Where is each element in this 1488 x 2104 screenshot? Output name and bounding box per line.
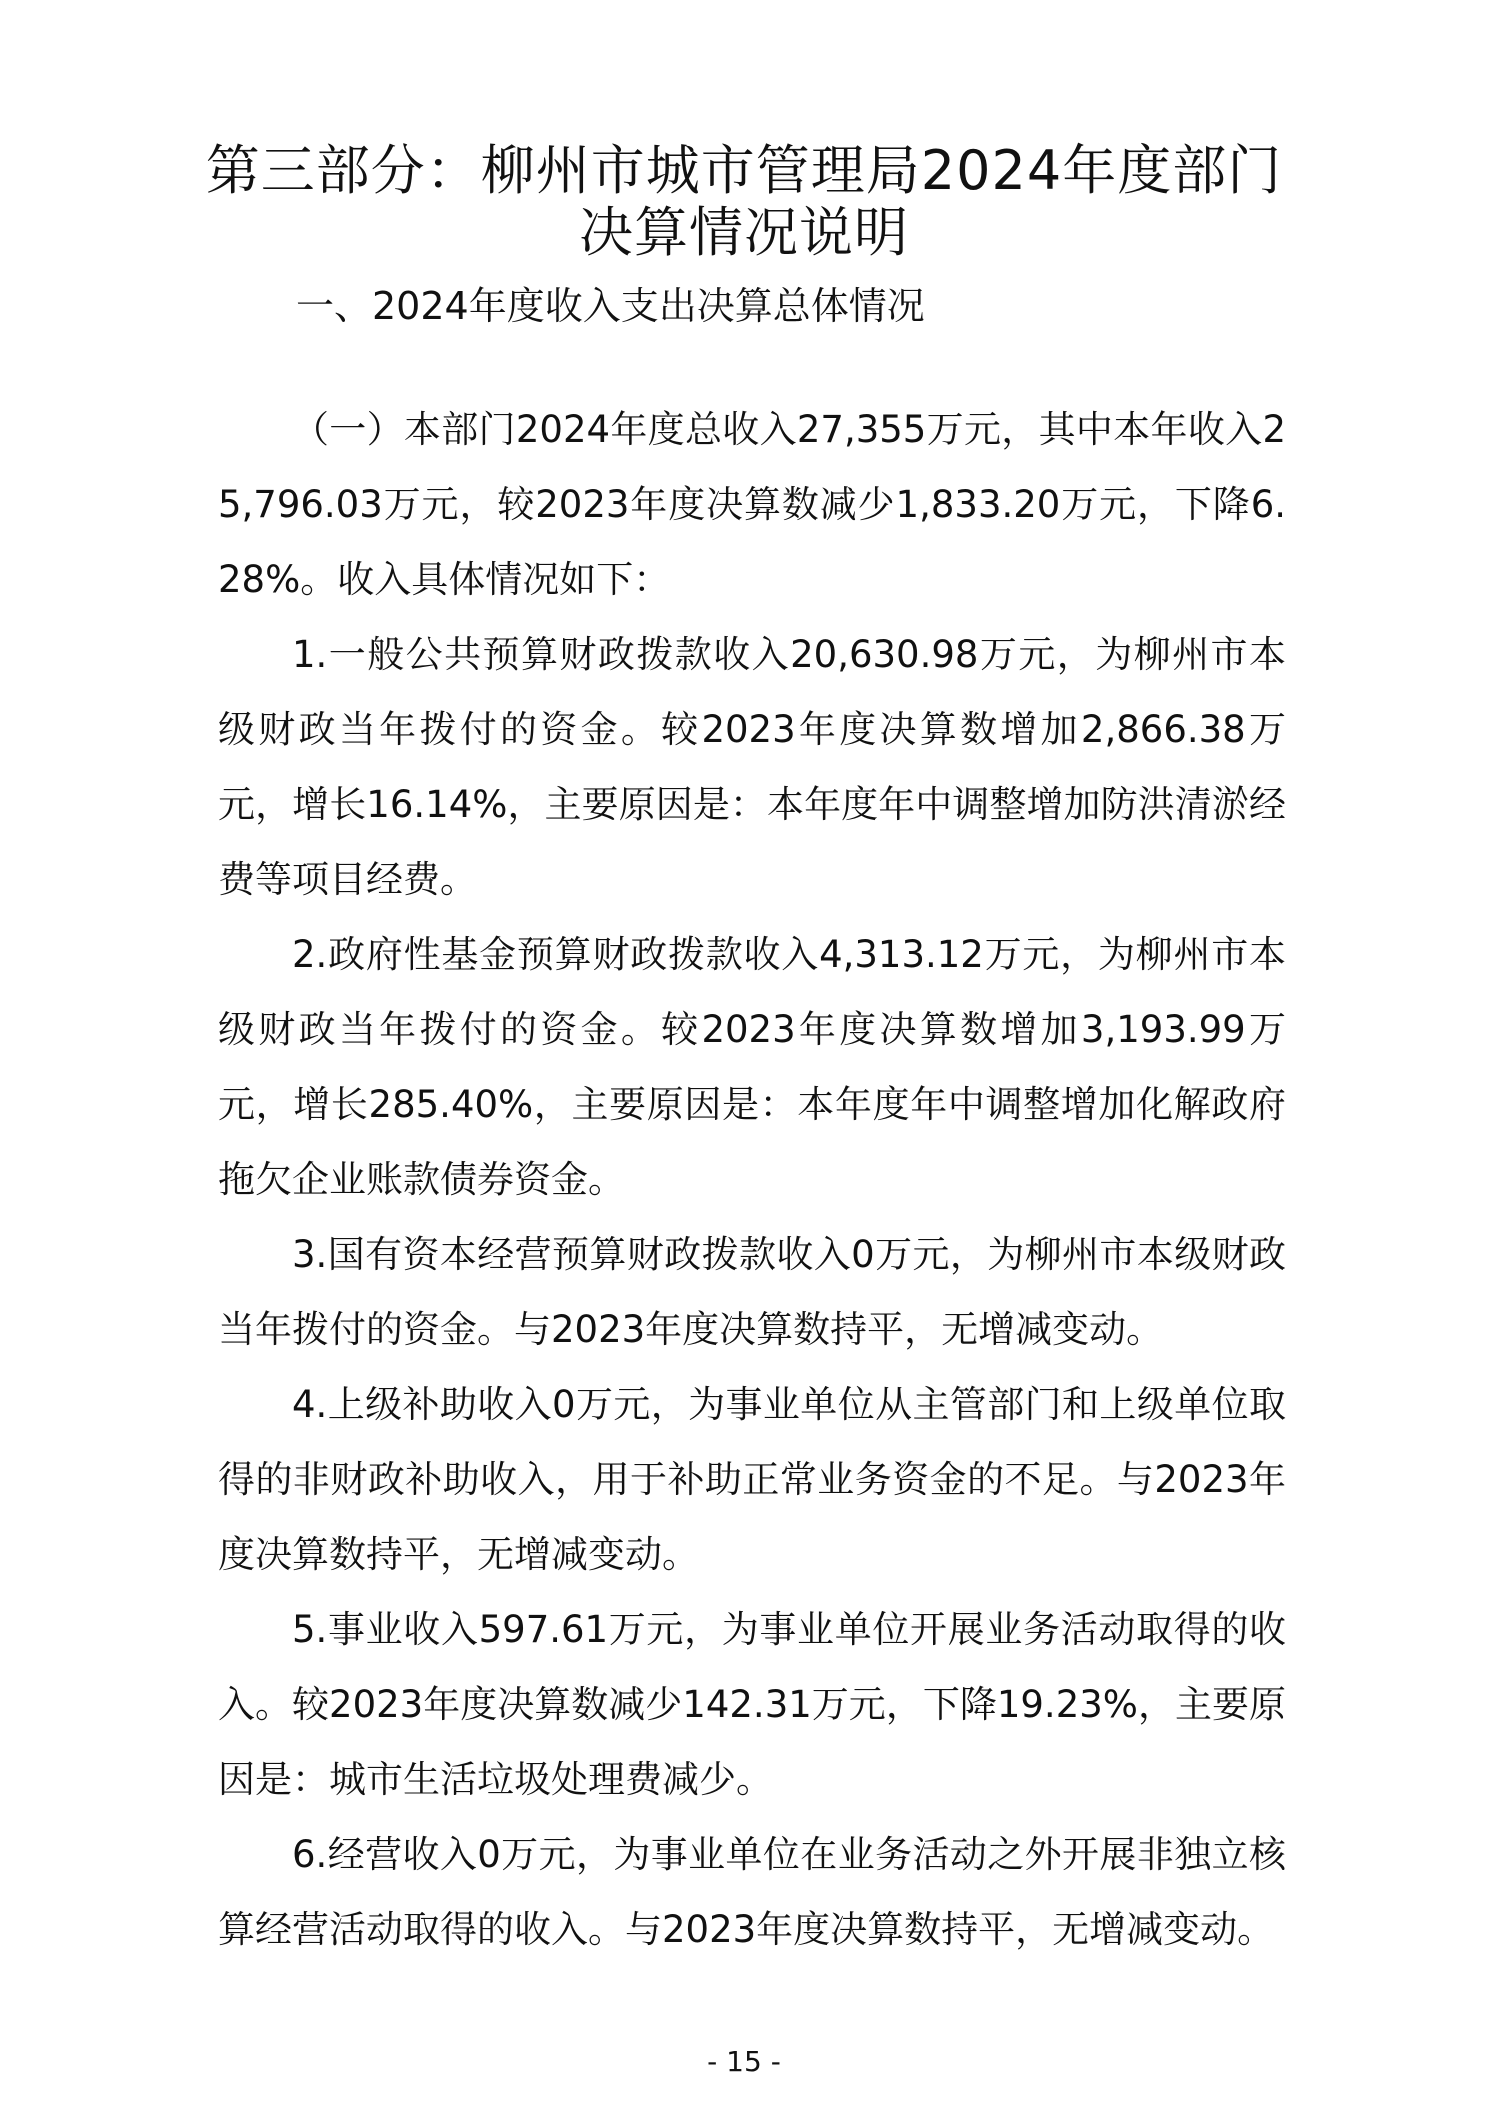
paragraph-total-income: （一）本部门2024年度总收入27,355万元，其中本年收入25,796.03万元，较2023年度决算数减少1,833.20万元，下降6.28%。收入具体情况如下：: [218, 408, 1286, 601]
paragraph-general-budget-income: 1.一般公共预算财政拨款收入20,630.98万元，为柳州市本级财政当年拨付的资金。较2023年度决算数增加2,866.38万元，增长16.14%，主要原因是：本年度年中调整增加防洪清淤经费等项目经费。: [218, 633, 1286, 901]
page-title-line-1: 第三部分：柳州市城市管理局2024年度部门: [205, 139, 1283, 203]
paragraph-higher-level-subsidy: 4.上级补助收入0万元，为事业单位从主管部门和上级单位取得的非财政补助收入，用于补助正常业务资金的不足。与2023年度决算数持平，无增减变动。: [218, 1383, 1286, 1576]
page-title: [180, 140, 1308, 264]
paragraph-business-income: 5.事业收入597.61万元，为事业单位开展业务活动取得的收入。较2023年度决算数减少142.31万元，下降19.23%，主要原因是：城市生活垃圾处理费减少。: [218, 1608, 1286, 1801]
paragraph-operating-income: 6.经营收入0万元，为事业单位在业务活动之外开展非独立核算经营活动取得的收入。与2023年度决算数持平，无增减变动。: [218, 1833, 1286, 1951]
paragraph-government-fund-income: 2.政府性基金预算财政拨款收入4,313.12万元，为柳州市本级财政当年拨付的资金。较2023年度决算数增加3,193.99万元，增长285.40%，主要原因是：本年度年中调整增加化解政府拖欠企业账款债券资金。: [218, 933, 1286, 1201]
paragraph-state-capital-income: 3.国有资本经营预算财政拨款收入0万元，为柳州市本级财政当年拨付的资金。与2023年度决算数持平，无增减变动。: [218, 1233, 1286, 1351]
page-title-line-2: 决算情况说明: [579, 201, 909, 265]
page-number: - 15 -: [707, 2045, 781, 2078]
section-heading: 一、2024年度收入支出决算总体情况: [296, 284, 925, 328]
body-text: [218, 392, 1286, 1967]
